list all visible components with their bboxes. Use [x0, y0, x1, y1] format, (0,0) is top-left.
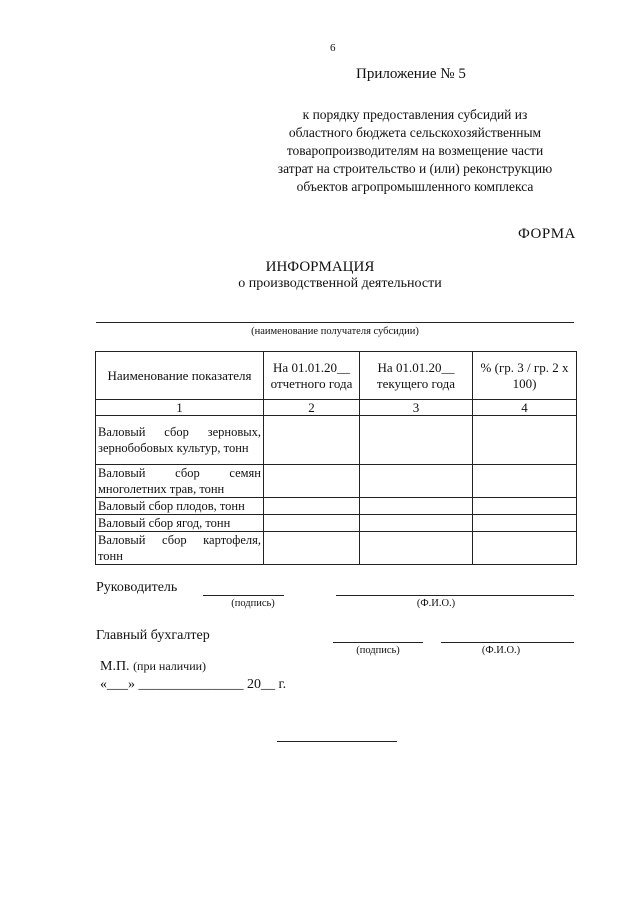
row-label: Валовый сбор зерновых, зернобобовых культур, тонн [96, 416, 264, 465]
column-number: 2 [264, 400, 360, 416]
date-line[interactable]: «___» _______________ 20__ г. [100, 677, 287, 692]
table-cell[interactable] [473, 532, 577, 565]
table-cell[interactable] [360, 515, 473, 532]
table-cell[interactable] [473, 465, 577, 498]
document-subtitle: о производственной деятельности [238, 276, 442, 291]
appendix-line: к порядку предоставления субсидий из [302, 107, 528, 122]
table-row [96, 498, 577, 515]
head-label: Руководитель [96, 580, 178, 595]
table-cell[interactable] [473, 416, 577, 465]
column-number-row [96, 400, 577, 416]
seal-label: М.П. [100, 659, 130, 674]
row-label: Валовый сбор ягод, тонн [96, 515, 264, 532]
table-cell[interactable] [473, 498, 577, 515]
page-number: 6 [330, 42, 336, 54]
table-cell[interactable] [360, 416, 473, 465]
table-cell[interactable] [264, 532, 360, 565]
table-cell[interactable] [264, 498, 360, 515]
head-name-caption: (Ф.И.О.) [416, 598, 456, 609]
appendix-line: областного бюджета сельскохозяйственным [288, 125, 542, 140]
header-percent: % (гр. 3 / гр. 2 х 100) [473, 352, 577, 400]
row-label: Валовый сбор плодов, тонн [96, 498, 264, 515]
table-cell[interactable] [360, 498, 473, 515]
table-row [96, 465, 577, 498]
table-cell[interactable] [473, 515, 577, 532]
table-header-row [96, 352, 577, 400]
accountant-name-caption: (Ф.И.О.) [481, 645, 521, 656]
header-indicator: Наименование показателя [96, 352, 264, 400]
table-cell[interactable] [360, 532, 473, 565]
table-row [96, 515, 577, 532]
head-signature-line[interactable] [203, 595, 284, 596]
column-number: 3 [360, 400, 473, 416]
recipient-caption: (наименование получателя субсидии) [251, 326, 419, 337]
seal-block [100, 659, 206, 675]
table-row [96, 416, 577, 465]
appendix-description [250, 106, 580, 196]
accountant-label: Главный бухгалтер [96, 628, 210, 643]
appendix-line: товаропроизводителям на возмещение части [286, 143, 544, 158]
accountant-signature-caption: (подпись) [356, 645, 400, 656]
header-reporting-year: На 01.01.20__ отчетного года [264, 352, 360, 400]
row-label: Валовый сбор семян многолетних трав, тонн [96, 465, 264, 498]
table-row [96, 532, 577, 565]
table-cell[interactable] [360, 465, 473, 498]
head-name-line[interactable] [336, 595, 574, 596]
closing-divider [277, 741, 397, 742]
column-number: 4 [473, 400, 577, 416]
row-label: Валовый сбор картофеля, тонн [96, 532, 264, 565]
form-label: ФОРМА [518, 226, 576, 242]
accountant-name-line[interactable] [441, 642, 574, 643]
head-signature-caption: (подпись) [231, 598, 275, 609]
recipient-name-line[interactable] [96, 322, 574, 323]
production-info-table [95, 351, 577, 565]
seal-note: (при наличии) [133, 659, 207, 673]
table-cell[interactable] [264, 416, 360, 465]
table-cell[interactable] [264, 515, 360, 532]
appendix-line: объектов агропромышленного комплекса [296, 179, 534, 194]
document-title: ИНФОРМАЦИЯ [265, 259, 375, 275]
appendix-title: Приложение № 5 [356, 66, 466, 82]
header-current-year: На 01.01.20__ текущего года [360, 352, 473, 400]
appendix-line: затрат на строительство и (или) реконструкцию [277, 161, 553, 176]
table-cell[interactable] [264, 465, 360, 498]
column-number: 1 [96, 400, 264, 416]
accountant-signature-line[interactable] [333, 642, 423, 643]
